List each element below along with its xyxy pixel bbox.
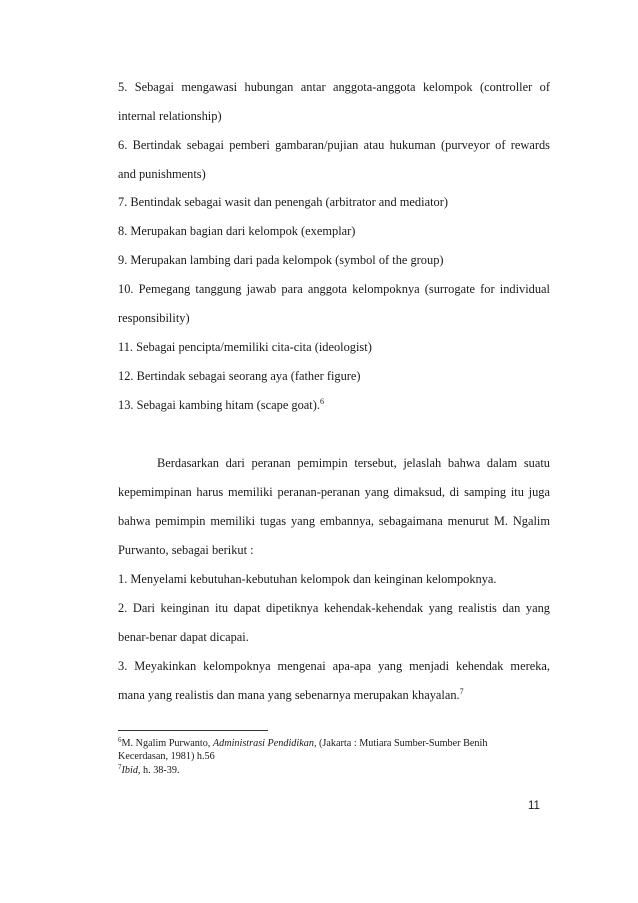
footnote-7-title: Ibid (121, 765, 138, 776)
task-item-3-line-2 (118, 687, 550, 703)
paragraph-line-1: Berdasarkan dari peranan pemimpin tersebut, jelaslah bahwa dalam suatu (157, 456, 550, 470)
paragraph-line-3: bahwa pemimpin memiliki tugas yang embannya, sebagaimana menurut M. Ngalim (118, 514, 550, 528)
footnote-6-number: 6 (118, 736, 122, 744)
list-item-11: 11. Sebagai pencipta/memiliki cita-cita (ideologist) (118, 340, 372, 354)
paragraph-line-4: Purwanto, sebagai berikut : (118, 543, 254, 557)
task-item-2-line-2: benar-benar dapat dicapai. (118, 630, 249, 644)
list-item-5-line-1: 5. Sebagai mengawasi hubungan antar anggota-anggota kelompok (controller of (118, 80, 550, 94)
footnote-6-line-2: Kecerdasan, 1981) h.56 (118, 751, 215, 762)
list-item-9: 9. Merupakan lambing dari pada kelompok (symbol of the group) (118, 253, 444, 267)
list-item-8: 8. Merupakan bagian dari kelompok (exemplar) (118, 224, 356, 238)
paragraph-line-2: kepemimpinan harus memiliki peranan-peranan yang dimaksud, di samping itu juga (118, 485, 550, 499)
task-item-2-line-1: 2. Dari keinginan itu dapat dipetiknya kehendak-kehendak yang realistis dan yang (118, 601, 550, 615)
footnote-ref-6: 6 (319, 397, 324, 406)
footnote-6-author: M. Ngalim Purwanto, (121, 738, 213, 749)
list-item-7: 7. Bentindak sebagai wasit dan penengah (arbitrator and mediator) (118, 195, 448, 209)
footnote-7 (118, 764, 550, 777)
page-number: 11 (528, 800, 540, 812)
footnote-7-number: 7 (118, 763, 122, 771)
task-item-3-line-2-text: mana yang realistis dan mana yang sebenarnya merupakan khayalan. (118, 688, 460, 702)
footnote-ref-7: 7 (459, 687, 464, 696)
list-item-13 (118, 397, 550, 413)
list-item-5-line-2: internal relationship) (118, 109, 222, 123)
footnote-6-line-1 (118, 737, 550, 750)
task-item-3-line-1: 3. Meyakinkan kelompoknya mengenai apa-apa yang menjadi kehendak mereka, (118, 659, 550, 673)
list-item-10-line-1: 10. Pemegang tanggung jawab para anggota kelompoknya (surrogate for individual (118, 282, 550, 296)
footnote-separator (118, 730, 268, 731)
footnote-6-title: Administrasi Pendidikan (212, 738, 314, 749)
footnote-7-rest: , h. 38-39. (137, 765, 180, 776)
list-item-13-text: 13. Sebagai kambing hitam (scape goat). (118, 398, 320, 412)
list-item-10-line-2: responsibility) (118, 311, 190, 325)
list-item-6-line-1: 6. Bertindak sebagai pemberi gambaran/pujian atau hukuman (purveyor of rewards (118, 138, 550, 152)
task-item-1: 1. Menyelami kebutuhan-kebutuhan kelompok dan keinginan kelompoknya. (118, 572, 497, 586)
list-item-6-line-2: and punishments) (118, 167, 206, 181)
footnote-6-rest: , (Jakarta : Mutiara Sumber-Sumber Benih (313, 738, 488, 749)
list-item-12: 12. Bertindak sebagai seorang aya (father figure) (118, 369, 361, 383)
